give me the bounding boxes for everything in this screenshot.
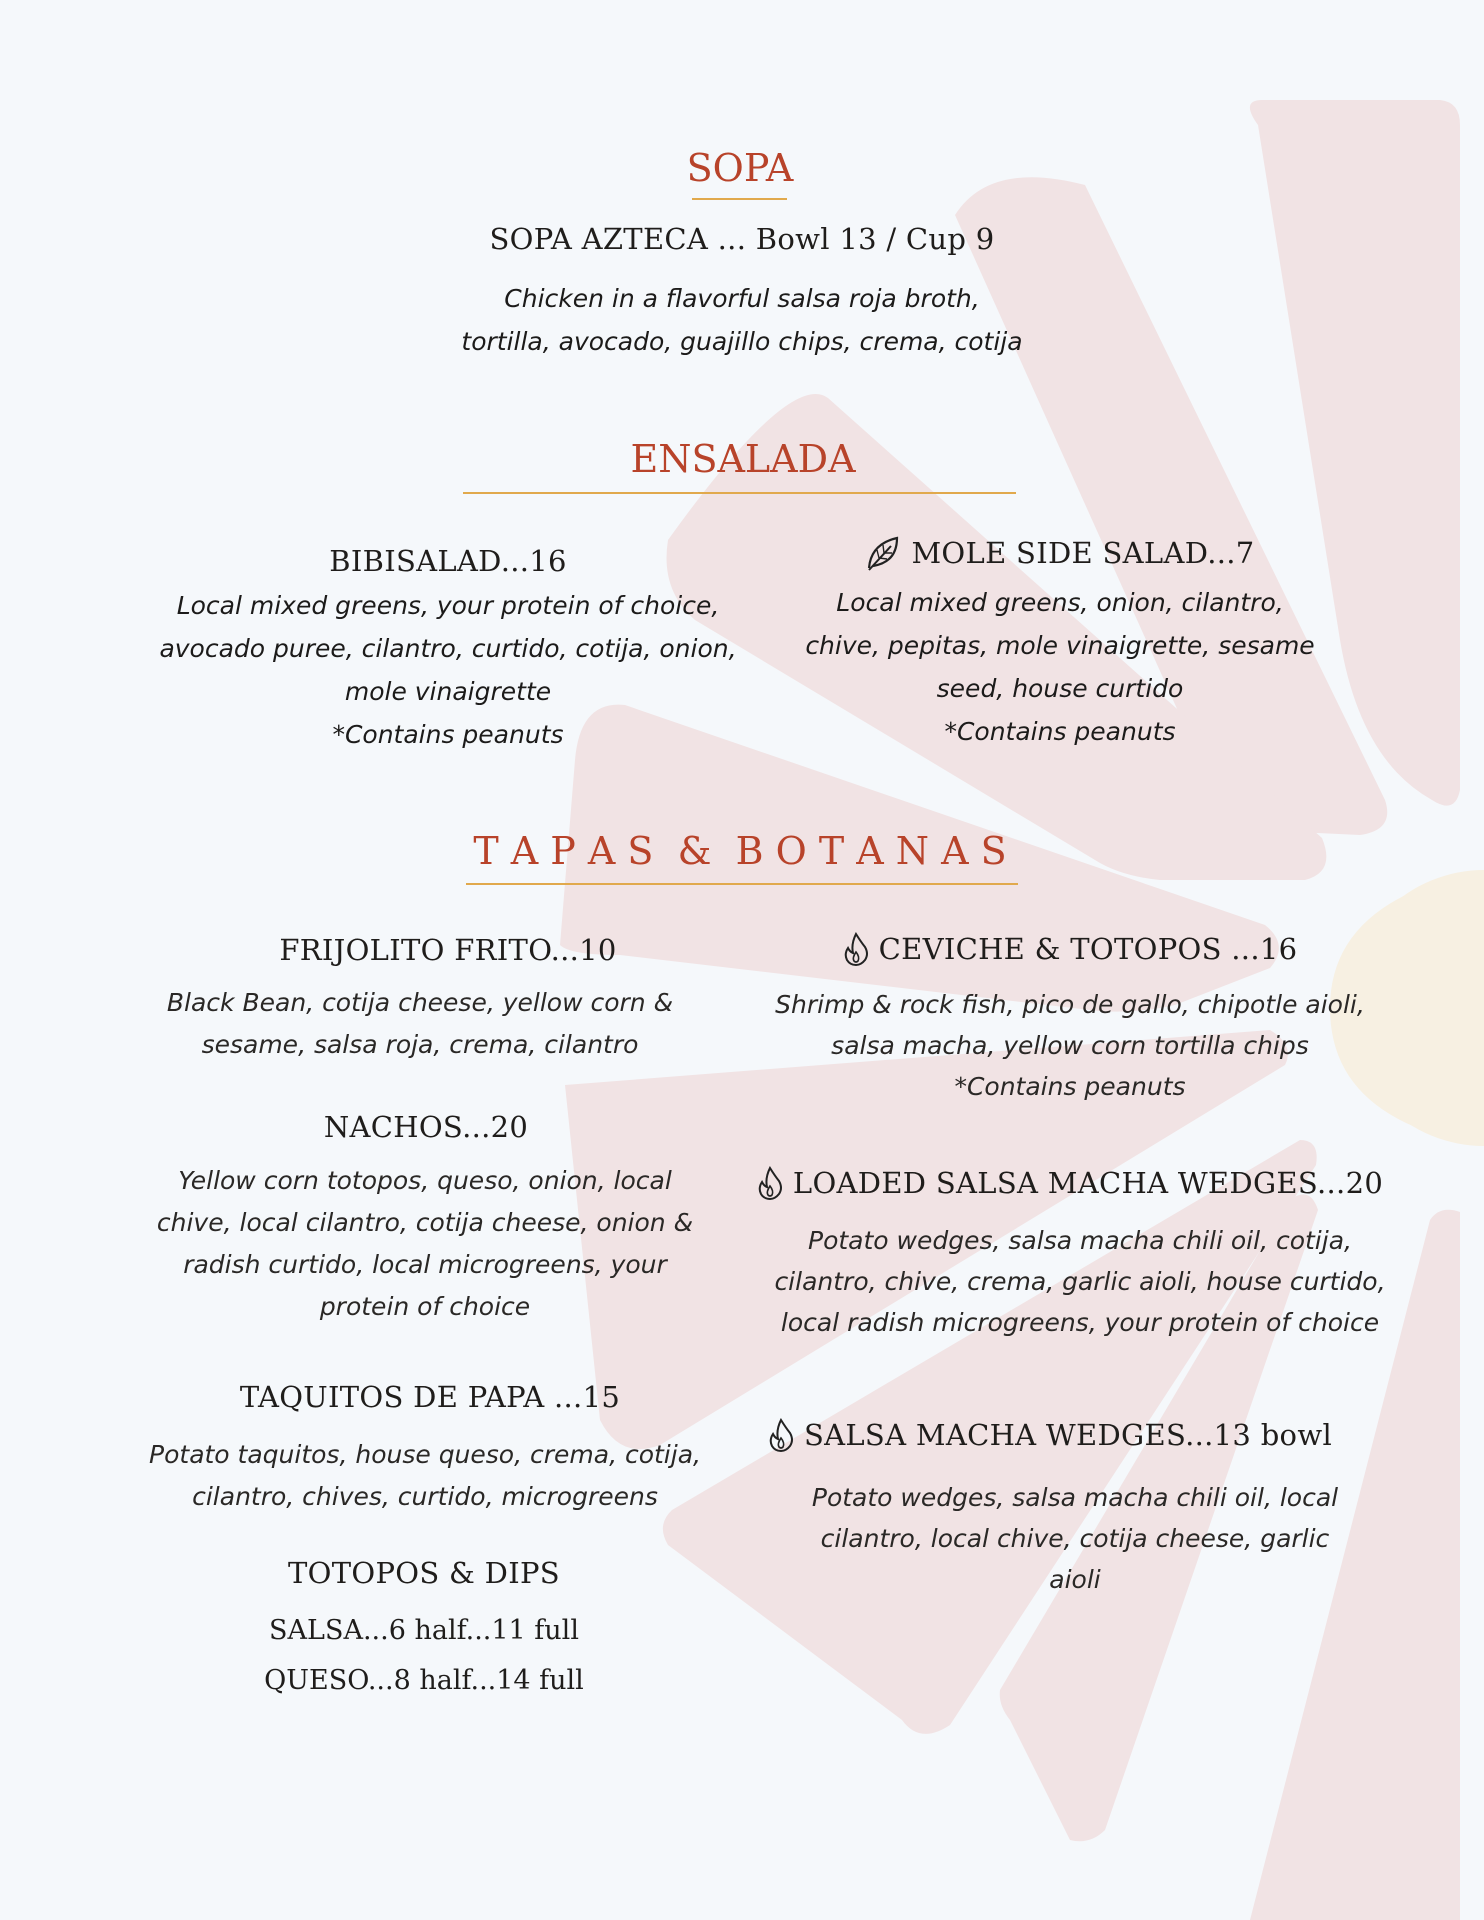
desc-line: mole vinaigrette xyxy=(344,677,552,706)
menu-item-desc-sopa-azteca xyxy=(390,277,1094,363)
desc-line: avocado puree, cilantro, curtido, cotija, onion, xyxy=(159,634,737,663)
menu-item-title-loaded-wedges: LOADED SALSA MACHA WEDGES...20 xyxy=(792,1166,1384,1200)
section-heading-sopa: SOPA xyxy=(686,146,794,190)
section-heading-tapas-botanas: T A P A S & B O T A N A S xyxy=(473,829,1007,873)
menu-item-title-nachos: NACHOS...20 xyxy=(323,1110,529,1144)
desc-line: sesame, salsa roja, crema, cilantro xyxy=(201,1030,639,1059)
desc-line: aioli xyxy=(1049,1565,1101,1594)
menu-item-desc-frijolito-frito xyxy=(130,982,710,1066)
menu-item-desc-bibisalad xyxy=(140,584,756,756)
menu-item-heading-mole-side-salad xyxy=(800,534,1320,572)
menu-item-desc-loaded-wedges xyxy=(760,1220,1400,1343)
menu-item-title-ceviche: CEVICHE & TOTOPOS ...16 xyxy=(878,932,1298,966)
desc-line: *Contains peanuts xyxy=(954,1072,1186,1101)
menu-item-desc-mole-side-salad xyxy=(790,581,1330,753)
menu-item-title-sopa-azteca: SOPA AZTECA ... Bowl 13 / Cup 9 xyxy=(489,222,995,256)
flame-icon xyxy=(768,1418,794,1452)
desc-line: tortilla, avocado, guajillo chips, crema, cotija xyxy=(461,327,1023,356)
desc-line: Shrimp & rock fish, pico de gallo, chipotle aioli, xyxy=(775,990,1365,1019)
menu-item-desc-taquitos-de-papa xyxy=(120,1434,730,1518)
menu-item-title-taquitos-de-papa: TAQUITOS DE PAPA ...15 xyxy=(239,1380,621,1414)
desc-line: Potato wedges, salsa macha chili oil, local xyxy=(811,1483,1339,1512)
ensalada-divider xyxy=(463,492,1016,494)
desc-line: Chicken in a flavorful salsa roja broth, xyxy=(504,284,980,313)
menu-item-heading-salsa-macha-wedges xyxy=(760,1418,1340,1452)
menu-item-title-salsa-macha-wedges: SALSA MACHA WEDGES...13 bowl xyxy=(803,1418,1333,1452)
menu-item-title-frijolito-frito: FRIJOLITO FRITO...10 xyxy=(279,933,617,967)
desc-line: Local mixed greens, your protein of choice, xyxy=(176,591,720,620)
sopa-divider xyxy=(692,198,787,200)
desc-line: cilantro, chives, curtido, microgreens xyxy=(192,1482,658,1511)
menu-item-desc-ceviche xyxy=(760,984,1380,1107)
desc-line: *Contains peanuts xyxy=(944,717,1176,746)
desc-line: protein of choice xyxy=(319,1292,531,1321)
menu-item-prices-totopos-dips xyxy=(224,1606,624,1706)
desc-line: radish curtido, local microgreens, your xyxy=(183,1250,667,1279)
tapas-divider xyxy=(466,883,1018,885)
menu-item-desc-nachos xyxy=(120,1160,730,1328)
desc-line: *Contains peanuts xyxy=(332,720,564,749)
desc-line: salsa macha, yellow corn tortilla chips xyxy=(831,1031,1309,1060)
desc-line: seed, house curtido xyxy=(936,674,1184,703)
price-line-salsa: SALSA...6 half...11 full xyxy=(269,1615,579,1646)
menu-item-heading-ceviche xyxy=(780,932,1360,966)
desc-line: Potato wedges, salsa macha chili oil, cotija, xyxy=(808,1226,1352,1255)
menu-item-desc-salsa-macha-wedges xyxy=(790,1477,1360,1600)
desc-line: Black Bean, cotija cheese, yellow corn & xyxy=(166,988,674,1017)
menu-item-heading-loaded-wedges xyxy=(730,1166,1410,1200)
desc-line: Yellow corn totopos, queso, onion, local xyxy=(178,1166,672,1195)
desc-line: local radish microgreens, your protein of choice xyxy=(780,1308,1380,1337)
section-heading-ensalada: ENSALADA xyxy=(630,437,856,481)
menu-item-title-mole-side-salad: MOLE SIDE SALAD...7 xyxy=(911,536,1255,570)
menu-item-title-bibisalad: BIBISALAD...16 xyxy=(329,544,567,578)
desc-line: cilantro, chive, crema, garlic aioli, house curtido, xyxy=(774,1267,1386,1296)
leaf-icon xyxy=(865,534,901,572)
desc-line: chive, pepitas, mole vinaigrette, sesame xyxy=(805,631,1315,660)
desc-line: Potato taquitos, house queso, crema, cotija, xyxy=(149,1440,701,1469)
desc-line: Local mixed greens, onion, cilantro, xyxy=(836,588,1284,617)
flame-icon xyxy=(757,1166,783,1200)
desc-line: chive, local cilantro, cotija cheese, onion & xyxy=(156,1208,694,1237)
desc-line: cilantro, local chive, cotija cheese, garlic xyxy=(820,1524,1330,1553)
menu-item-title-totopos-dips: TOTOPOS & DIPS xyxy=(288,1556,560,1590)
price-line-queso: QUESO...8 half...14 full xyxy=(264,1665,584,1696)
flame-icon xyxy=(843,932,869,966)
